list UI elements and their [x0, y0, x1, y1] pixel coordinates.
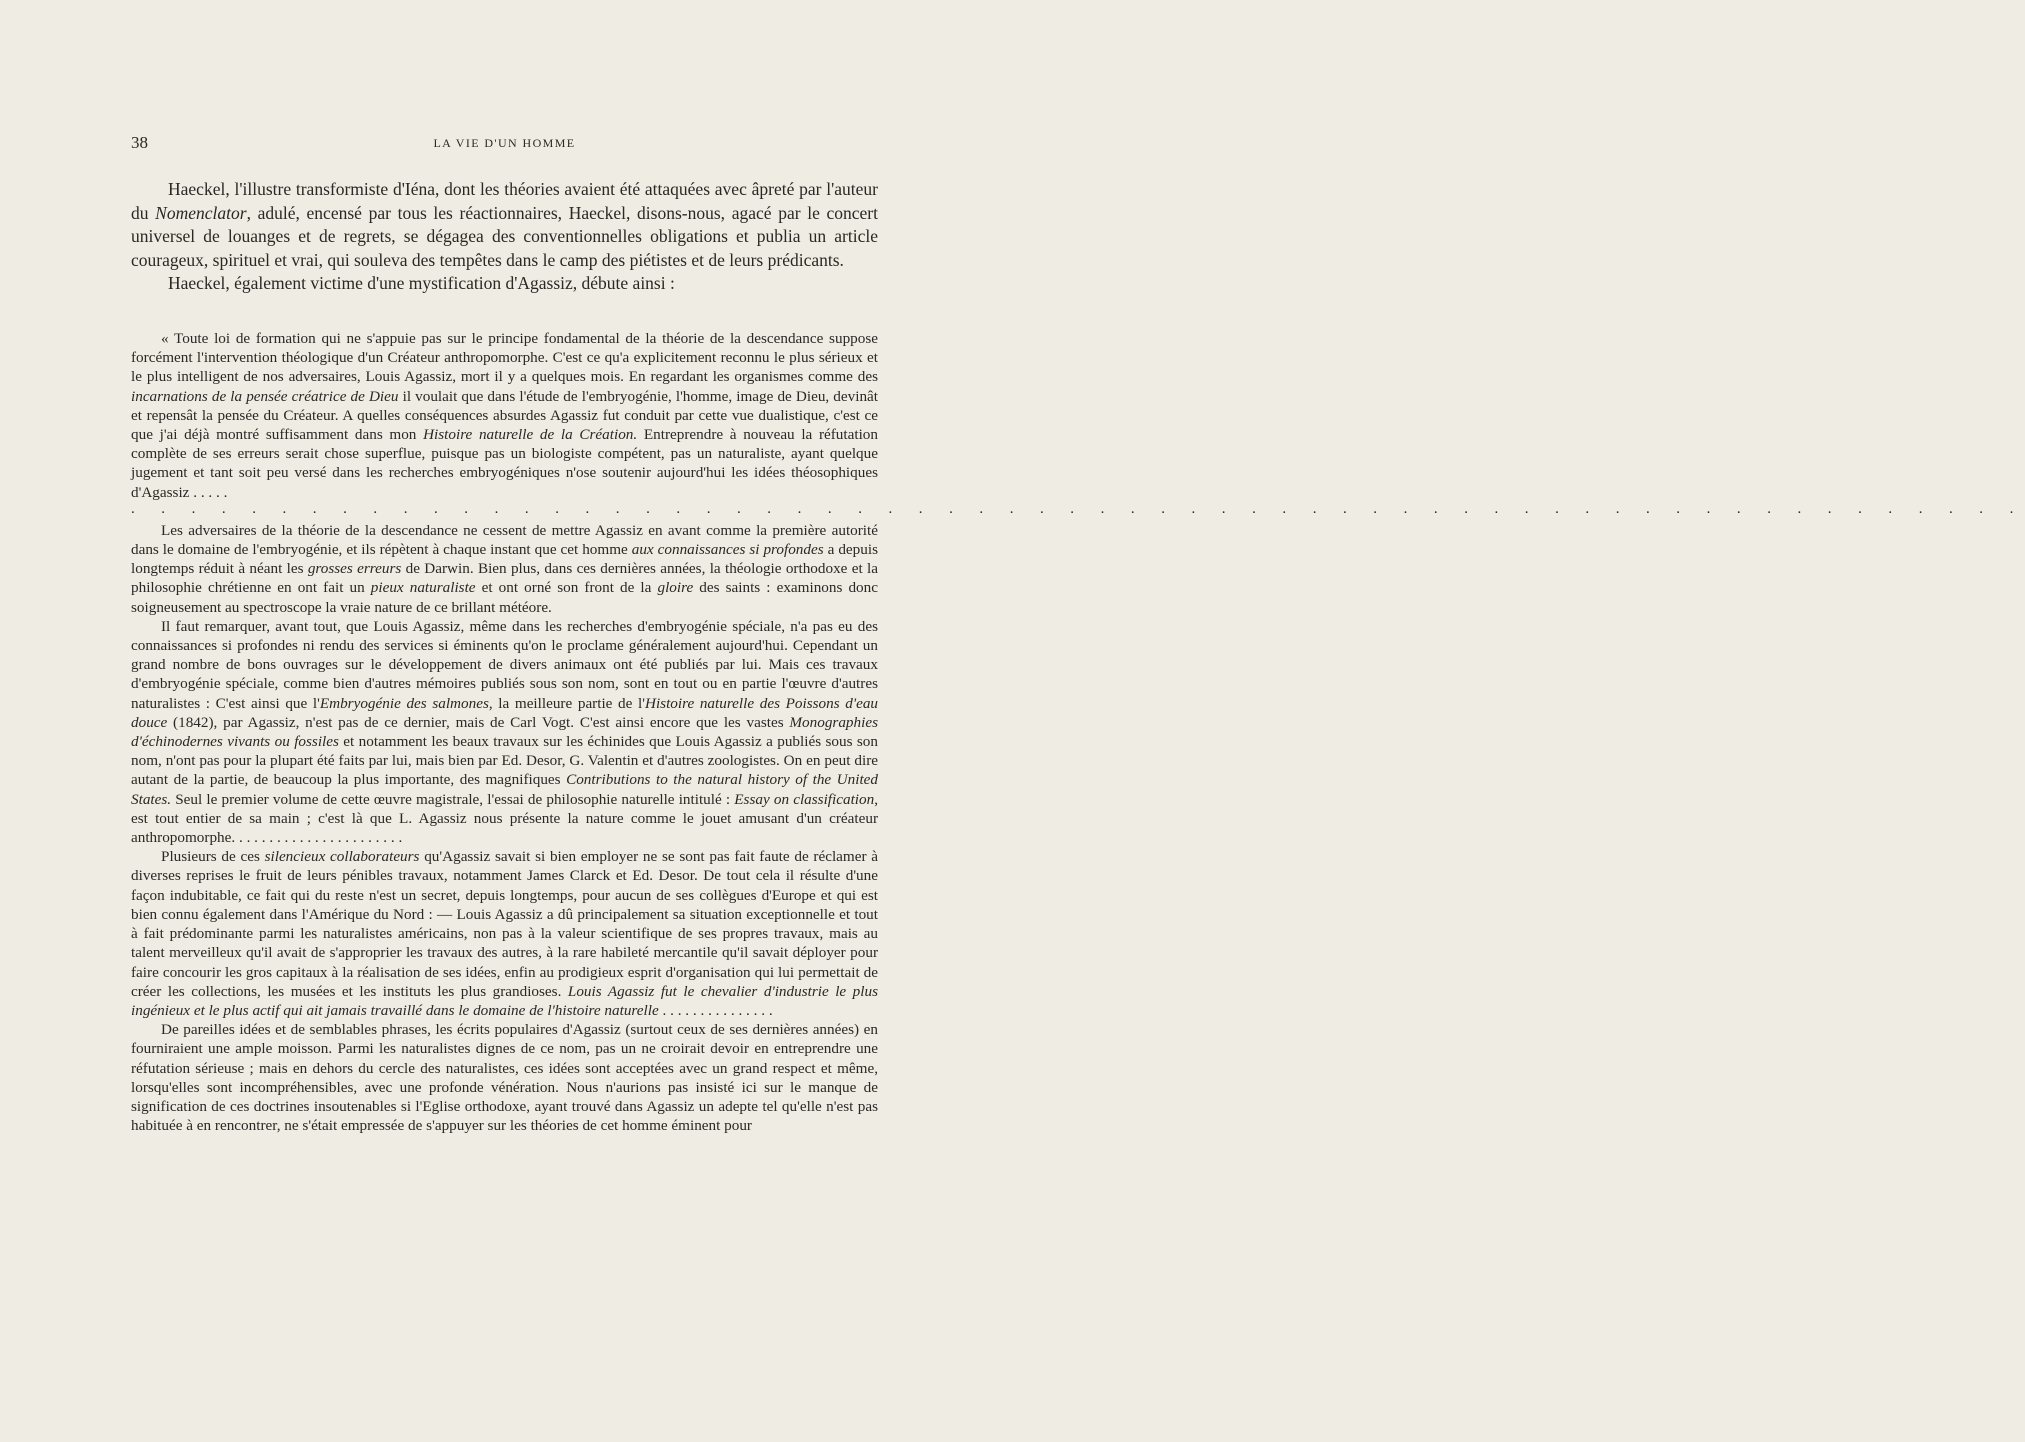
quote-paragraph-4: Plusieurs de ces silencieux collaborateurs qu'Agassiz savait si bien employer ne se sont pas fait faute de réclamer à diverses reprises le fruit de leurs pénibles travaux, notamment James Clarck et Ed. Desor. De tout cela il résulte d'une façon indubitable, ce fait qui du reste n'est un secret, depuis longtemps, pour aucun de ses collègues d'Europe et qui est bien connu également dans l'Amérique du Nord : — Louis Agassiz a dû principalement sa situation exceptionnelle et tout à fait prédominante parmi les naturalistes américains, non pas à la valeur scientifique de ses propres travaux, mais au talent merveilleux qu'il avait de s'approprier les travaux des autres, à la rare habileté mercantile qu'il savait déployer pour faire concourir les gros capitaux à la réalisation de ses idées, enfin au prodigieux esprit d'organisation qui lui permettait de créer les collections, les musées et les instituts les plus grandioses. Louis Agassiz fut le chevalier d'industrie le plus ingénieux et le plus actif qui ait jamais travaillé dans le domaine de l'histoire naturelle . . . . . . . . . . . . . . .	[131, 848, 878, 1019]
running-title: LA VIE D'UN HOMME	[433, 136, 576, 150]
page-header	[131, 133, 878, 157]
page-number: 38	[131, 133, 148, 152]
intro-text	[131, 178, 878, 296]
intro-paragraph-2: Haeckel, également victime d'une mystification d'Agassiz, débute ainsi :	[168, 273, 675, 293]
haeckel-quotation	[131, 329, 2025, 1135]
ellipsis-line: . . . . . . . . . . . . . . . . . . . . . . . . . . . . . . . . . . . . . . . . . . . . . . . . . . . . . . . . . . . . . . .	[131, 500, 2025, 517]
quote-paragraph-2: Les adversaires de la théorie de la descendance ne cessent de mettre Agassiz en avant comme la première autorité dans le domaine de l'embryogénie, et ils répètent à chaque instant que cet homme aux connaissances si profondes a depuis longtemps réduit à néant les grosses erreurs de Darwin. Bien plus, dans ces dernières années, la théologie orthodoxe et la philosophie chrétienne en ont fait un pieux naturaliste et ont orné son front de la gloire des saints : examinons donc soigneusement au spectroscope la vraie nature de ce brillant météore.	[131, 521, 878, 616]
quote-paragraph-5: De pareilles idées et de semblables phrases, les écrits populaires d'Agassiz (surtout ceux de ses dernières années) en fourniraient une ample moisson. Parmi les naturalistes dignes de ce nom, pas un ne croirait devoir en entreprendre une réfutation sérieuse ; mais en dehors du cercle des naturalistes, ces idées sont acceptées avec un grand respect et même, lorsqu'elles sont incompréhensibles, avec une profonde vénération. Nous n'aurions pas insisté ici sur le manque de signification de ces doctrines insoutenables si l'Eglise orthodoxe, ayant trouvé dans Agassiz un adepte tel qu'elle n'est pas habituée à en rencontrer, ne s'était empressée de s'appuyer sur les théories de cet homme éminent pour	[131, 1021, 878, 1135]
intro-paragraph-1: Haeckel, l'illustre transformiste d'Iéna, dont les théories avaient été attaquées avec âpreté par l'auteur du Nomenclator, adulé, encensé par tous les réactionnaires, Haeckel, disons-nous, agacé par le concert universel de louanges et de regrets, se dégagea des conventionnelles obligations et publia un article courageux, spirituel et vrai, qui souleva des tempêtes dans le camp des piétistes et de leurs prédicants.	[131, 179, 878, 270]
quote-paragraph-1: « Toute loi de formation qui ne s'appuie pas sur le principe fondamental de la théorie de la descendance suppose forcément l'intervention théologique d'un Créateur anthropomorphe. C'est ce qu'a explicitement reconnu le plus sérieux et le plus intelligent de nos adversaires, Louis Agassiz, mort il y a quelques mois. En regardant les organismes comme des incarnations de la pensée créatrice de Dieu il voulait que dans l'étude de l'embryogénie, l'homme, image de Dieu, devinât et repensât la pensée du Créateur. A quelles conséquences absurdes Agassiz fut conduit par cette vue dualistique, c'est ce que j'ai déjà montré suffisamment dans mon Histoire naturelle de la Création. Entreprendre à nouveau la réfutation complète de ses erreurs serait chose superflue, puisque pas un biologiste compétent, pas un naturaliste, ayant quelque jugement et tant soit peu versé dans les recherches embryogéniques n'ose soutenir aujourd'hui les idées théosophiques d'Agassiz . . . . .	[131, 330, 878, 501]
quote-paragraph-3: Il faut remarquer, avant tout, que Louis Agassiz, même dans les recherches d'embryogénie spéciale, n'a pas eu des connaissances si profondes ni rendu des services si éminents qu'on le proclame généralement aujourd'hui. Cependant un grand nombre de bons ouvrages sur le développement de divers animaux ont été publiés par lui. Mais ces travaux d'embryogénie spéciale, comme bien d'autres mémoires publiés sous son nom, sont en tout ou en partie l'œuvre d'autres naturalistes : C'est ainsi que l'Embryogénie des salmones, la meilleure partie de l'Histoire naturelle des Poissons d'eau douce (1842), par Agassiz, n'est pas de ce dernier, mais de Carl Vogt. C'est ainsi encore que les vastes Monographies d'échinodernes vivants ou fossiles et notamment les beaux travaux sur les échinides que Louis Agassiz a publiés sous son nom, n'ont pas pour la plupart été faits par lui, mais bien par Ed. Desor, G. Valentin et d'autres zoologistes. On en peut dire autant de la partie, de beaucoup la plus importante, des magnifiques Contributions to the natural history of the United States. Seul le premier volume de cette œuvre magistrale, l'essai de philosophie naturelle intitulé : Essay on classification, est tout entier de sa main ; c'est là que L. Agassiz nous présente la nature comme le jouet amusant d'un créateur anthropomorphe. . . . . . . . . . . . . . . . . . . . . . .	[131, 617, 879, 847]
